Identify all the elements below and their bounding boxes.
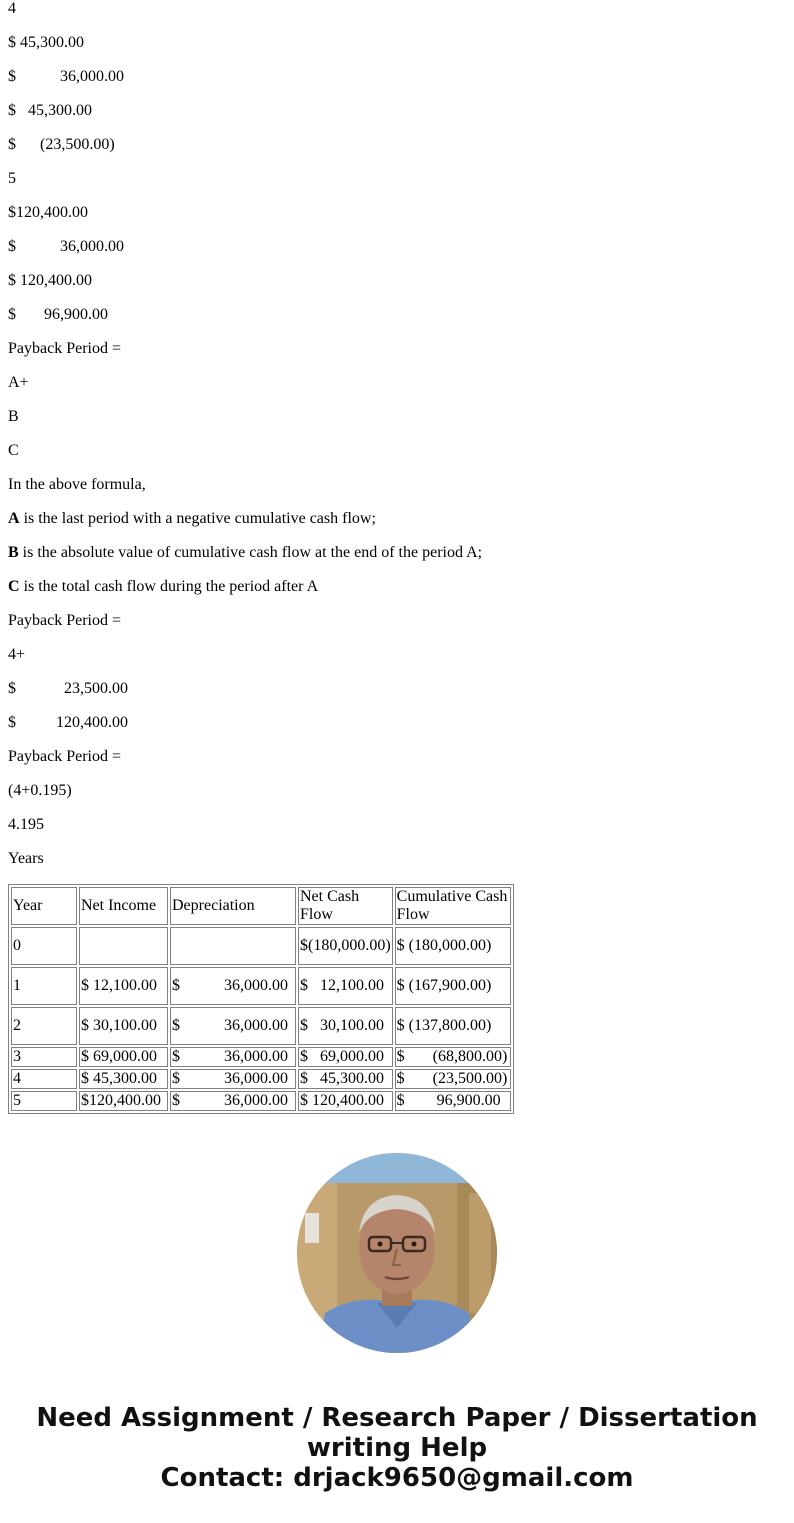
calc-unit: Years [8,850,44,867]
cell-net-cash-flow: $(180,000.00) [298,927,393,965]
cell-net-income: $ 69,000.00 [79,1047,168,1067]
table-row [11,967,511,1005]
cell-year: 4 [11,1069,77,1089]
row5-net-cash-flow: $ 120,400.00 [8,272,92,289]
cell-depreciation: $ 36,000.00 [170,1047,296,1067]
promo-line-1: Need Assignment / Research Paper / Dissertation [36,1403,758,1433]
term-c: C [8,578,20,595]
calc-result: 4.195 [8,816,44,833]
cell-cumulative: $ (167,900.00) [395,967,511,1005]
row4-year: 4 [8,0,16,17]
term-a: A [8,510,20,527]
row4-cumulative: $ (23,500.00) [8,136,115,153]
row5-depreciation: $ 36,000.00 [8,238,124,255]
cell-depreciation: $ 36,000.00 [170,1069,296,1089]
calc-four-plus: 4+ [8,646,26,663]
row4-net-cash-flow: $ 45,300.00 [8,102,92,119]
cell-year: 3 [11,1047,77,1067]
formula-a-plus: A+ [8,374,29,391]
definition-b [8,544,482,562]
promo-banner [0,1403,794,1493]
table-row [11,927,511,965]
definition-a-text: is the last period with a negative cumulative cash flow; [19,510,376,527]
formula-intro: In the above formula, [8,476,146,493]
promo-contact: Contact: drjack9650@gmail.com [160,1463,634,1493]
cell-net-income: $ 45,300.00 [79,1069,168,1089]
payback-label-3: Payback Period = [8,748,121,765]
header-net-cash-flow: Net Cash Flow [298,887,393,925]
row4-net-income: $ 45,300.00 [8,34,84,51]
cell-cumulative: $ 96,900.00 [395,1091,511,1111]
header-net-income: Net Income [79,887,168,925]
formula-c: C [8,442,19,459]
cell-cumulative: $ (68,800.00) [395,1047,511,1067]
cell-net-cash-flow: $ 45,300.00 [298,1069,393,1089]
payback-label: Payback Period = [8,340,121,357]
row5-year: 5 [8,170,16,187]
header-year: Year [11,887,77,925]
cell-net-income: $120,400.00 [79,1091,168,1111]
formula-b: B [8,408,19,425]
header-cumulative-cash-flow: Cumulative Cash Flow [395,887,511,925]
cell-net-cash-flow: $ 12,100.00 [298,967,393,1005]
cell-depreciation [170,927,296,965]
cell-net-cash-flow: $ 120,400.00 [298,1091,393,1111]
author-portrait [297,1153,497,1353]
author-avatar [297,1153,497,1353]
cell-net-income [79,927,168,965]
definition-a [8,510,376,528]
row5-net-income: $120,400.00 [8,204,88,221]
definition-b-text: is the absolute value of cumulative cash flow at the end of the period A; [18,544,483,561]
definition-c-text: is the total cash flow during the period after A [19,578,319,595]
cell-cumulative: $ (23,500.00) [395,1069,511,1089]
row5-cumulative: $ 96,900.00 [8,306,108,323]
term-b: B [8,544,19,561]
table-header-row [11,887,511,925]
calc-denominator: $ 120,400.00 [8,714,128,731]
table-row [11,1091,511,1111]
calc-numerator: $ 23,500.00 [8,680,128,697]
cell-year: 1 [11,967,77,1005]
cell-cumulative: $ (180,000.00) [395,927,511,965]
definition-c [8,578,318,596]
cell-depreciation: $ 36,000.00 [170,967,296,1005]
cell-net-income: $ 30,100.00 [79,1007,168,1045]
cell-net-cash-flow: $ 69,000.00 [298,1047,393,1067]
row4-depreciation: $ 36,000.00 [8,68,124,85]
table-row [11,1007,511,1045]
cell-depreciation: $ 36,000.00 [170,1091,296,1111]
cell-year: 2 [11,1007,77,1045]
header-depreciation: Depreciation [170,887,296,925]
promo-line-2: writing Help [306,1433,488,1463]
cell-net-cash-flow: $ 30,100.00 [298,1007,393,1045]
cell-net-income: $ 12,100.00 [79,967,168,1005]
cell-year: 0 [11,927,77,965]
payback-label-2: Payback Period = [8,612,121,629]
table-row [11,1047,511,1067]
cell-year: 5 [11,1091,77,1111]
calc-expression: (4+0.195) [8,782,72,799]
cell-cumulative: $ (137,800.00) [395,1007,511,1045]
table-row [11,1069,511,1089]
cell-depreciation: $ 36,000.00 [170,1007,296,1045]
cash-flow-table [8,884,514,1114]
